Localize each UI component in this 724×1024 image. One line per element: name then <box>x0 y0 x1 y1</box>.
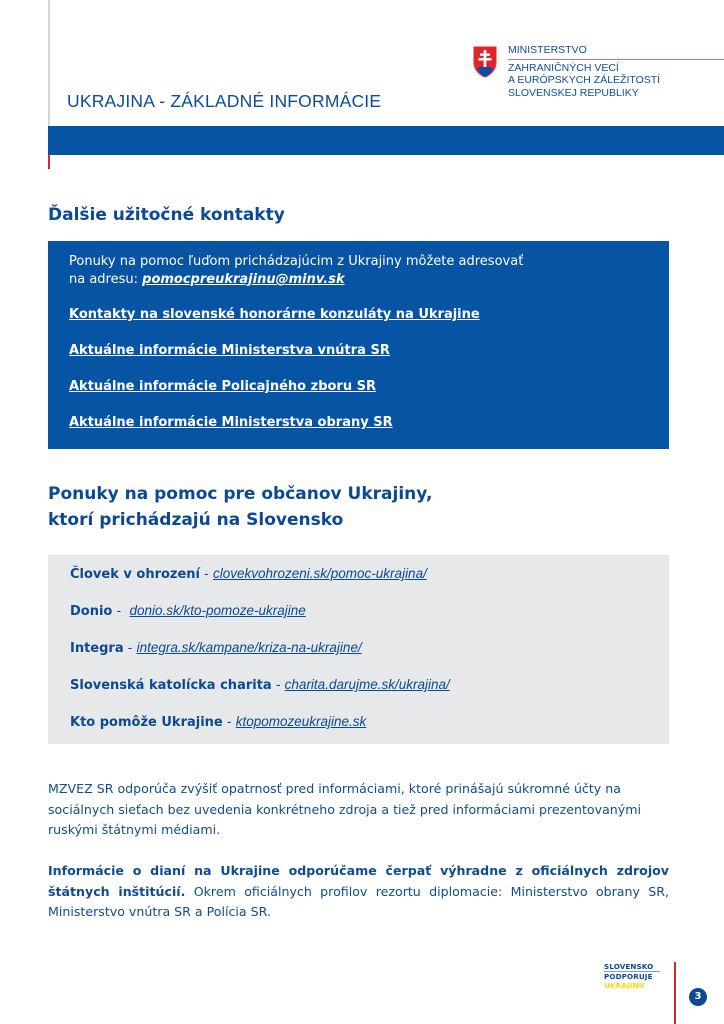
org-separator: - <box>222 715 236 730</box>
footer-logo-line1: SLOVENSKO <box>604 962 660 972</box>
offers-heading-line1: Ponuky na pomoc pre občanov Ukrajiny, <box>48 484 433 504</box>
official-sources-paragraph <box>48 861 669 923</box>
left-red-rule <box>48 155 50 169</box>
offers-heading <box>48 481 433 533</box>
footer-logo-line3: UKRAJINU <box>604 981 645 990</box>
link-police[interactable]: Aktuálne informácie Policajného zboru SR <box>69 379 376 394</box>
org-link[interactable]: donio.sk/kto-pomoze-ukrajine <box>129 603 306 618</box>
contacts-intro-prefix: na adresu: <box>69 272 143 287</box>
org-name: Slovenská katolícka charita <box>70 678 272 693</box>
org-link[interactable]: ktopomozeukrajine.sk <box>235 714 367 729</box>
slovak-coat-of-arms-icon <box>473 46 497 78</box>
document-title: UKRAJINA - ZÁKLADNÉ INFORMÁCIE <box>67 91 382 111</box>
org-name: Integra <box>70 641 124 656</box>
org-name: Kto pomôže Ukrajine <box>70 715 223 730</box>
org-separator: - <box>200 567 213 582</box>
slovensko-podporuje-ukrajinu-logo <box>604 962 660 990</box>
contact-email-link[interactable]: pomocpreukrajinu@minv.sk <box>142 272 345 287</box>
list-item <box>70 676 669 695</box>
ministry-name-line2: ZAHRANIČNÝCH VECÍ <box>508 61 619 74</box>
org-link[interactable]: charita.darujme.sk/ukrajina/ <box>284 677 450 692</box>
left-gray-rule <box>48 0 50 126</box>
contacts-box <box>48 241 669 449</box>
header-blue-band <box>48 126 724 155</box>
link-ministry-interior[interactable]: Aktuálne informácie Ministerstva vnútra SR <box>69 343 390 358</box>
list-item <box>70 565 669 584</box>
ministry-name-line1: MINISTERSTVO <box>508 44 724 60</box>
link-ministry-defence[interactable]: Aktuálne informácie Ministerstva obrany SR <box>69 415 393 430</box>
org-name: Človek v ohrození <box>70 567 201 582</box>
org-link[interactable]: integra.sk/kampane/kriza-na-ukrajine/ <box>136 640 362 655</box>
footer-logo-line2: PODPORUJE <box>604 972 653 981</box>
contacts-intro-line1: Ponuky na pomoc ľuďom prichádzajúcim z Ukrajiny môžete adresovať <box>69 254 524 269</box>
caution-paragraph: MZVEZ SR odporúča zvýšiť opatrnosť pred informáciami, ktoré prinášajú súkromné účty na sociálnych sieťach bez uvedenia konkrétneho zdroja a tiež pred informáciami prezentovanými ruskými štátnymi médiami. <box>48 781 641 837</box>
ministry-name-line3: A EURÓPSKYCH ZÁLEŽITOSTÍ <box>508 74 661 86</box>
org-link[interactable]: clovekvohrozeni.sk/pomoc-ukrajina/ <box>212 566 427 581</box>
org-separator: - <box>123 641 137 656</box>
org-separator: - <box>112 604 130 619</box>
ministry-name-line4: SLOVENSKEJ REPUBLIKY <box>508 86 639 99</box>
official-sources-rest: Okrem oficiálnych profilov rezortu diplomacie: Ministerstvo obrany SR, Ministerstvo vnútra SR a Polícia SR. <box>48 883 670 919</box>
list-item <box>70 602 669 621</box>
organizations-box <box>48 555 669 744</box>
official-sources-emphasis: Informácie o dianí na Ukrajine odporúčame čerpať výhradne z oficiálnych zdrojov štátnych inštitúcií. <box>48 863 669 899</box>
link-honorary-consulates[interactable]: Kontakty na slovenské honorárne konzuláty na Ukrajine <box>69 307 480 322</box>
list-item <box>70 713 669 732</box>
contacts-heading: Ďalšie užitočné kontakty <box>48 205 285 225</box>
offers-heading-line2: ktorí prichádzajú na Slovensko <box>48 510 344 530</box>
contacts-intro <box>69 253 669 289</box>
org-name: Donio <box>70 604 113 619</box>
list-item <box>70 639 669 658</box>
page-number-badge: 3 <box>689 988 707 1006</box>
footer-red-rule <box>674 962 676 1024</box>
org-separator: - <box>271 678 285 693</box>
